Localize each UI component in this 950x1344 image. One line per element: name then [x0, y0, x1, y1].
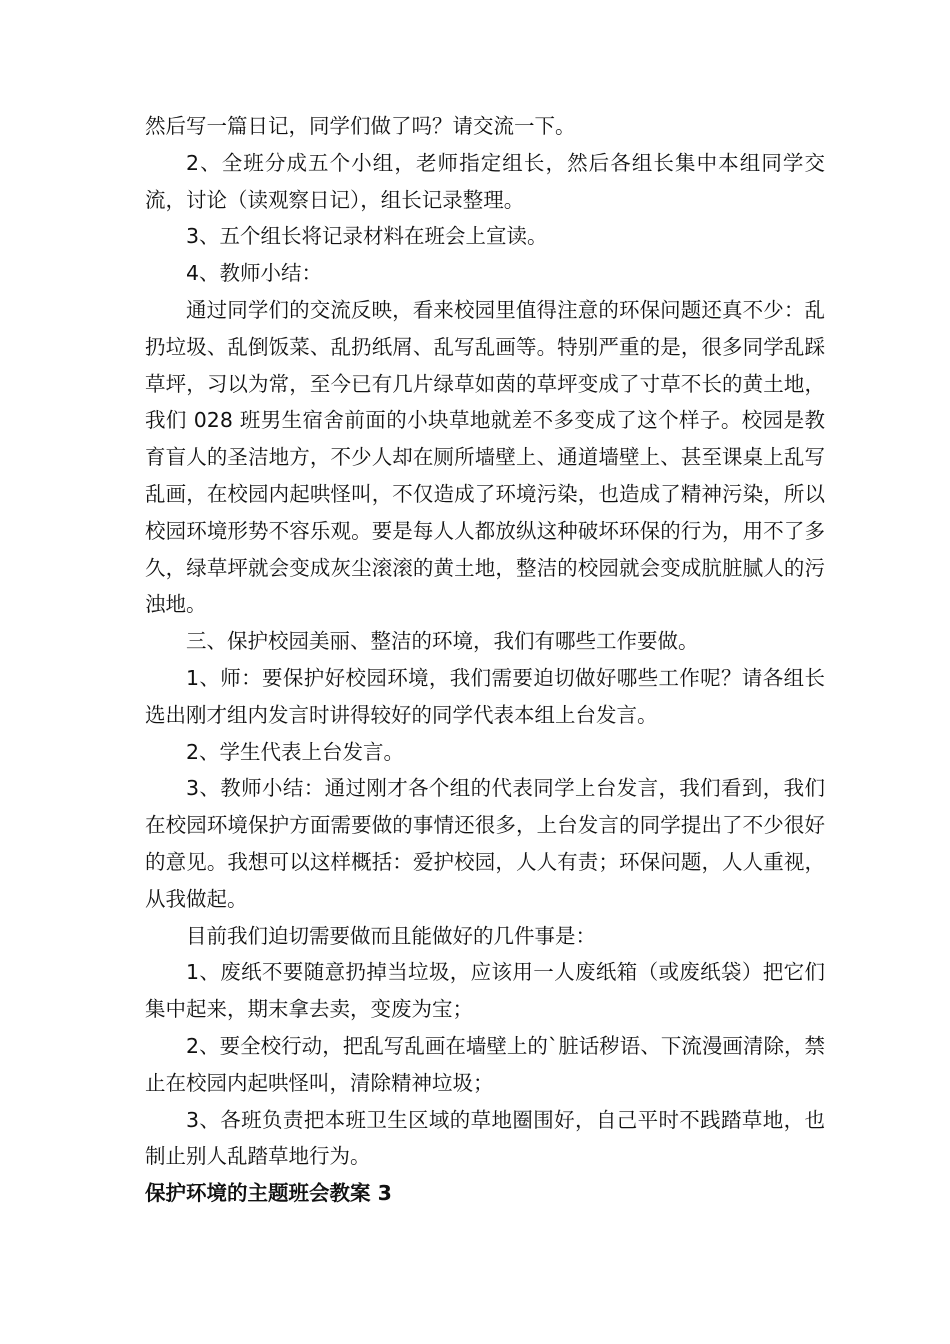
paragraph: 2、要全校行动，把乱写乱画在墙壁上的`脏话秽语、下流漫画清除，禁止在校园内起哄怪叫，清除精神垃圾； — [145, 1033, 825, 1095]
paragraph: 3、各班负责把本班卫生区域的草地圈围好，自己平时不践踏草地，也制止别人乱踏草地行为。 — [145, 1107, 825, 1169]
paragraph: 2、学生代表上台发言。 — [186, 739, 405, 764]
document-page — [145, 108, 825, 1212]
paragraph: 三、保护校园美丽、整洁的环境，我们有哪些工作要做。 — [186, 629, 699, 654]
paragraph: 然后写一篇日记，同学们做了吗？请交流一下。 — [145, 114, 576, 138]
paragraph: 1、师：要保护好校园环境，我们需要迫切做好哪些工作呢？请各组长选出刚才组内发言时讲得较好的同学代表本组上台发言。 — [145, 665, 825, 727]
paragraph: 通过同学们的交流反映，看来校园里值得注意的环保问题还真不少：乱扔垃圾、乱倒饭菜、乱扔纸屑、乱写乱画等。特别严重的是，很多同学乱踩草坪，习以为常，至今已有几片绿草如茵的草坪变成了寸草不长的黄土地，我们 028 班男生宿舍前面的小块草地就差不多变成了这个样子。校园是教育盲人的圣洁地方，不少人却在厕所墙壁上、通道墙壁上、甚至课桌上乱写乱画，在校园内起哄怪叫，不仅造成了环境污染，也造成了精神污染，所以校园环境形势不容乐观。要是每人人都放纵这种破坏环保的行为，用不了多久，绿草坪就会变成灰尘滚滚的黄土地，整洁的校园就会变成肮脏腻人的污浊地。 — [145, 297, 825, 617]
paragraph: 2、全班分成五个小组，老师指定组长，然后各组长集中本组同学交流，讨论（读观察日记），组长记录整理。 — [145, 150, 825, 212]
paragraph: 目前我们迫切需要做而且能做好的几件事是： — [186, 923, 596, 948]
paragraph: 3、五个组长将记录材料在班会上宣读。 — [186, 224, 548, 249]
paragraph: 1、废纸不要随意扔掉当垃圾，应该用一人废纸箱（或废纸袋）把它们集中起来，期末拿去卖，变废为宝； — [145, 960, 825, 1022]
section-heading: 保护环境的主题班会教案 3 — [145, 1181, 392, 1206]
paragraph: 4、教师小结： — [186, 261, 323, 286]
paragraph: 3、教师小结：通过刚才各个组的代表同学上台发言，我们看到，我们在校园环境保护方面需要做的事情还很多，上台发言的同学提出了不少很好的意见。我想可以这样概括：爱护校园，人人有责；环保问题，人人重视，从我做起。 — [145, 776, 825, 911]
